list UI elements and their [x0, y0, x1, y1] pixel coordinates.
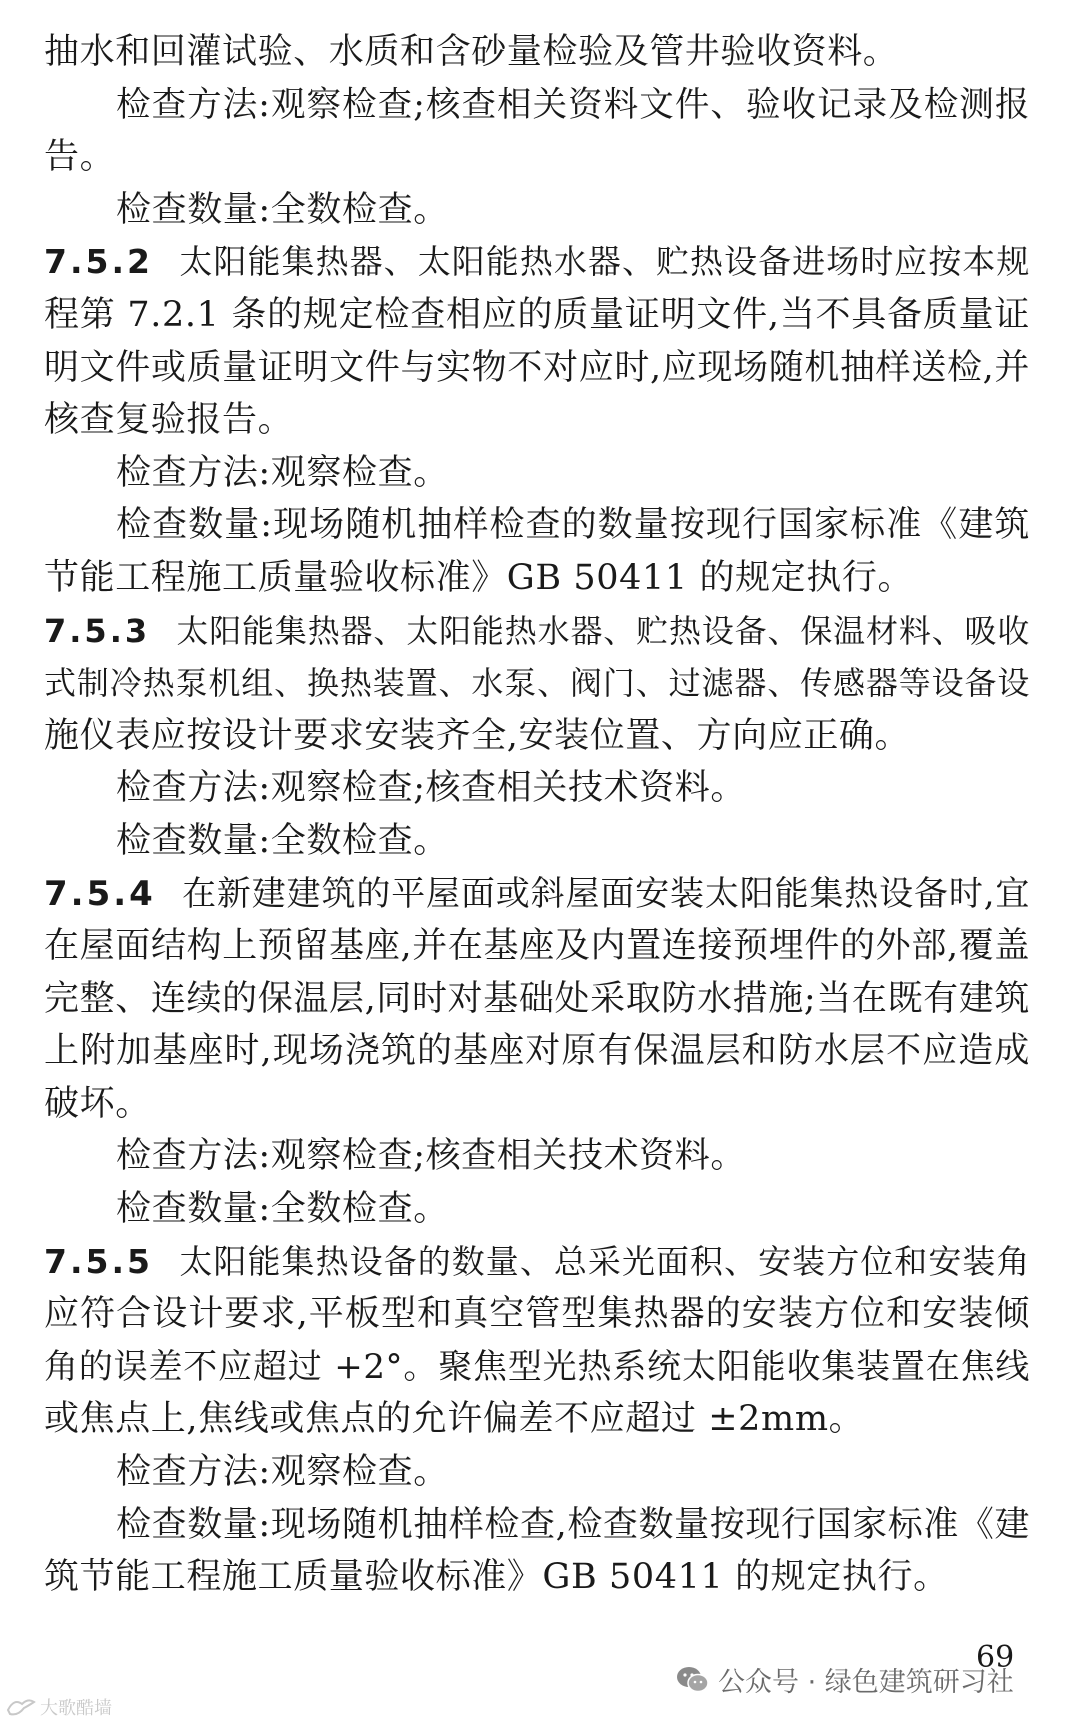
- line-text: 告。: [44, 137, 116, 178]
- section-line: [44, 1236, 1030, 1289]
- line-text: 抽水和回灌试验、水质和含砂量检验及管井验收资料。: [44, 32, 899, 72]
- line-text: 完整、连续的保温层,同时对基础处采取防水措施;当在既有建筑: [44, 978, 1030, 1019]
- text-line: [44, 394, 1030, 447]
- text-line: [44, 499, 1030, 552]
- line-text: 太阳能集热设备的数量、总采光面积、安装方位和安装角: [178, 1241, 1030, 1281]
- line-text: 应符合设计要求,平板型和真空管型集热器的安装方位和安装倾: [44, 1294, 1030, 1335]
- text-line: [44, 552, 1030, 605]
- text-line: [44, 1025, 1030, 1078]
- line-text: 检查方法:观察检查;核查相关资料文件、验收记录及检测报: [116, 84, 1030, 125]
- corner-logo-text: 大歌酷墙: [40, 1698, 112, 1719]
- line-text: 检查方法:观察检查;核查相关技术资料。: [116, 1136, 746, 1177]
- text-line: [44, 184, 1030, 237]
- line-text: 上附加基座时,现场浇筑的基座对原有保温层和防水层不应造成: [44, 1031, 1030, 1072]
- line-text: 检查数量:全数检查。: [116, 1189, 449, 1230]
- text-line: [44, 1078, 1030, 1131]
- line-text: 检查数量:现场随机抽样检查的数量按现行国家标准《建筑: [116, 505, 1030, 546]
- section-number: 7.5.3: [44, 611, 151, 650]
- text-line: [44, 973, 1030, 1026]
- line-text: 破坏。: [44, 1083, 151, 1124]
- section-line: [44, 605, 1030, 658]
- line-text: 太阳能集热器、太阳能热水器、贮热设备、保温材料、吸收: [176, 611, 1030, 650]
- page-number: 69: [976, 1640, 1015, 1675]
- wechat-icon: [676, 1665, 710, 1695]
- watermark-text: 公众号 · 绿色建筑研习社: [718, 1667, 1014, 1698]
- line-text: 筑节能工程施工质量验收标准》GB 50411 的规定执行。: [44, 1557, 949, 1598]
- text-line: [44, 1341, 1030, 1394]
- text-line: [44, 289, 1030, 342]
- line-text: 式制冷热泵机组、换热装置、水泵、阀门、过滤器、传感器等设备设: [44, 664, 1030, 703]
- section-line: [44, 868, 1030, 921]
- text-line: [44, 1183, 1030, 1236]
- line-text: 检查方法:观察检查;核查相关技术资料。: [116, 768, 746, 809]
- corner-logo: [6, 1694, 112, 1720]
- document-page: [44, 26, 1030, 1604]
- line-text: 角的误差不应超过 +2°。聚焦型光热系统太阳能收集装置在焦线: [44, 1346, 1030, 1387]
- text-line: [44, 447, 1030, 500]
- text-line: [44, 762, 1030, 815]
- text-line: [44, 79, 1030, 132]
- line-text: 检查方法:观察检查。: [116, 1452, 449, 1493]
- section-line: [44, 236, 1030, 289]
- text-line: [44, 342, 1030, 395]
- text-line: [44, 1288, 1030, 1341]
- line-text: 检查数量:全数检查。: [116, 189, 449, 230]
- text-line: [44, 815, 1030, 868]
- text-line: [44, 1551, 1030, 1604]
- line-text: 施仪表应按设计要求安装齐全,安装位置、方向应正确。: [44, 715, 911, 756]
- watermark: [676, 1660, 1014, 1699]
- line-text: 程第 7.2.1 条的规定检查相应的质量证明文件,当不具备质量证: [44, 294, 1030, 335]
- text-line: [44, 26, 1030, 79]
- line-text: 或焦点上,焦线或焦点的允许偏差不应超过 ±2mm。: [44, 1399, 865, 1440]
- line-text: 节能工程施工质量验收标准》GB 50411 的规定执行。: [44, 557, 914, 598]
- section-number: 7.5.4: [44, 873, 156, 914]
- line-text: 在新建建筑的平屋面或斜屋面安装太阳能集热设备时,宜: [181, 873, 1030, 914]
- text-line: [44, 1499, 1030, 1552]
- text-line: [44, 657, 1030, 710]
- line-text: 太阳能集热器、太阳能热水器、贮热设备进场时应按本规: [178, 242, 1030, 282]
- bird-logo-icon: [6, 1696, 36, 1718]
- text-line: [44, 1130, 1030, 1183]
- line-text: 检查数量:现场随机抽样检查,检查数量按现行国家标准《建: [116, 1504, 1030, 1545]
- text-line: [44, 1393, 1030, 1446]
- line-text: 在屋面结构上预留基座,并在基座及内置连接预埋件的外部,覆盖: [44, 926, 1030, 967]
- section-number: 7.5.5: [44, 1241, 153, 1281]
- text-line: [44, 1446, 1030, 1499]
- text-line: [44, 131, 1030, 184]
- text-line: [44, 920, 1030, 973]
- line-text: 明文件或质量证明文件与实物不对应时,应现场随机抽样送检,并: [44, 347, 1030, 388]
- line-text: 检查数量:全数检查。: [116, 820, 449, 861]
- section-number: 7.5.2: [44, 242, 153, 282]
- line-text: 核查复验报告。: [44, 400, 294, 441]
- line-text: 检查方法:观察检查。: [116, 452, 449, 493]
- text-line: [44, 710, 1030, 763]
